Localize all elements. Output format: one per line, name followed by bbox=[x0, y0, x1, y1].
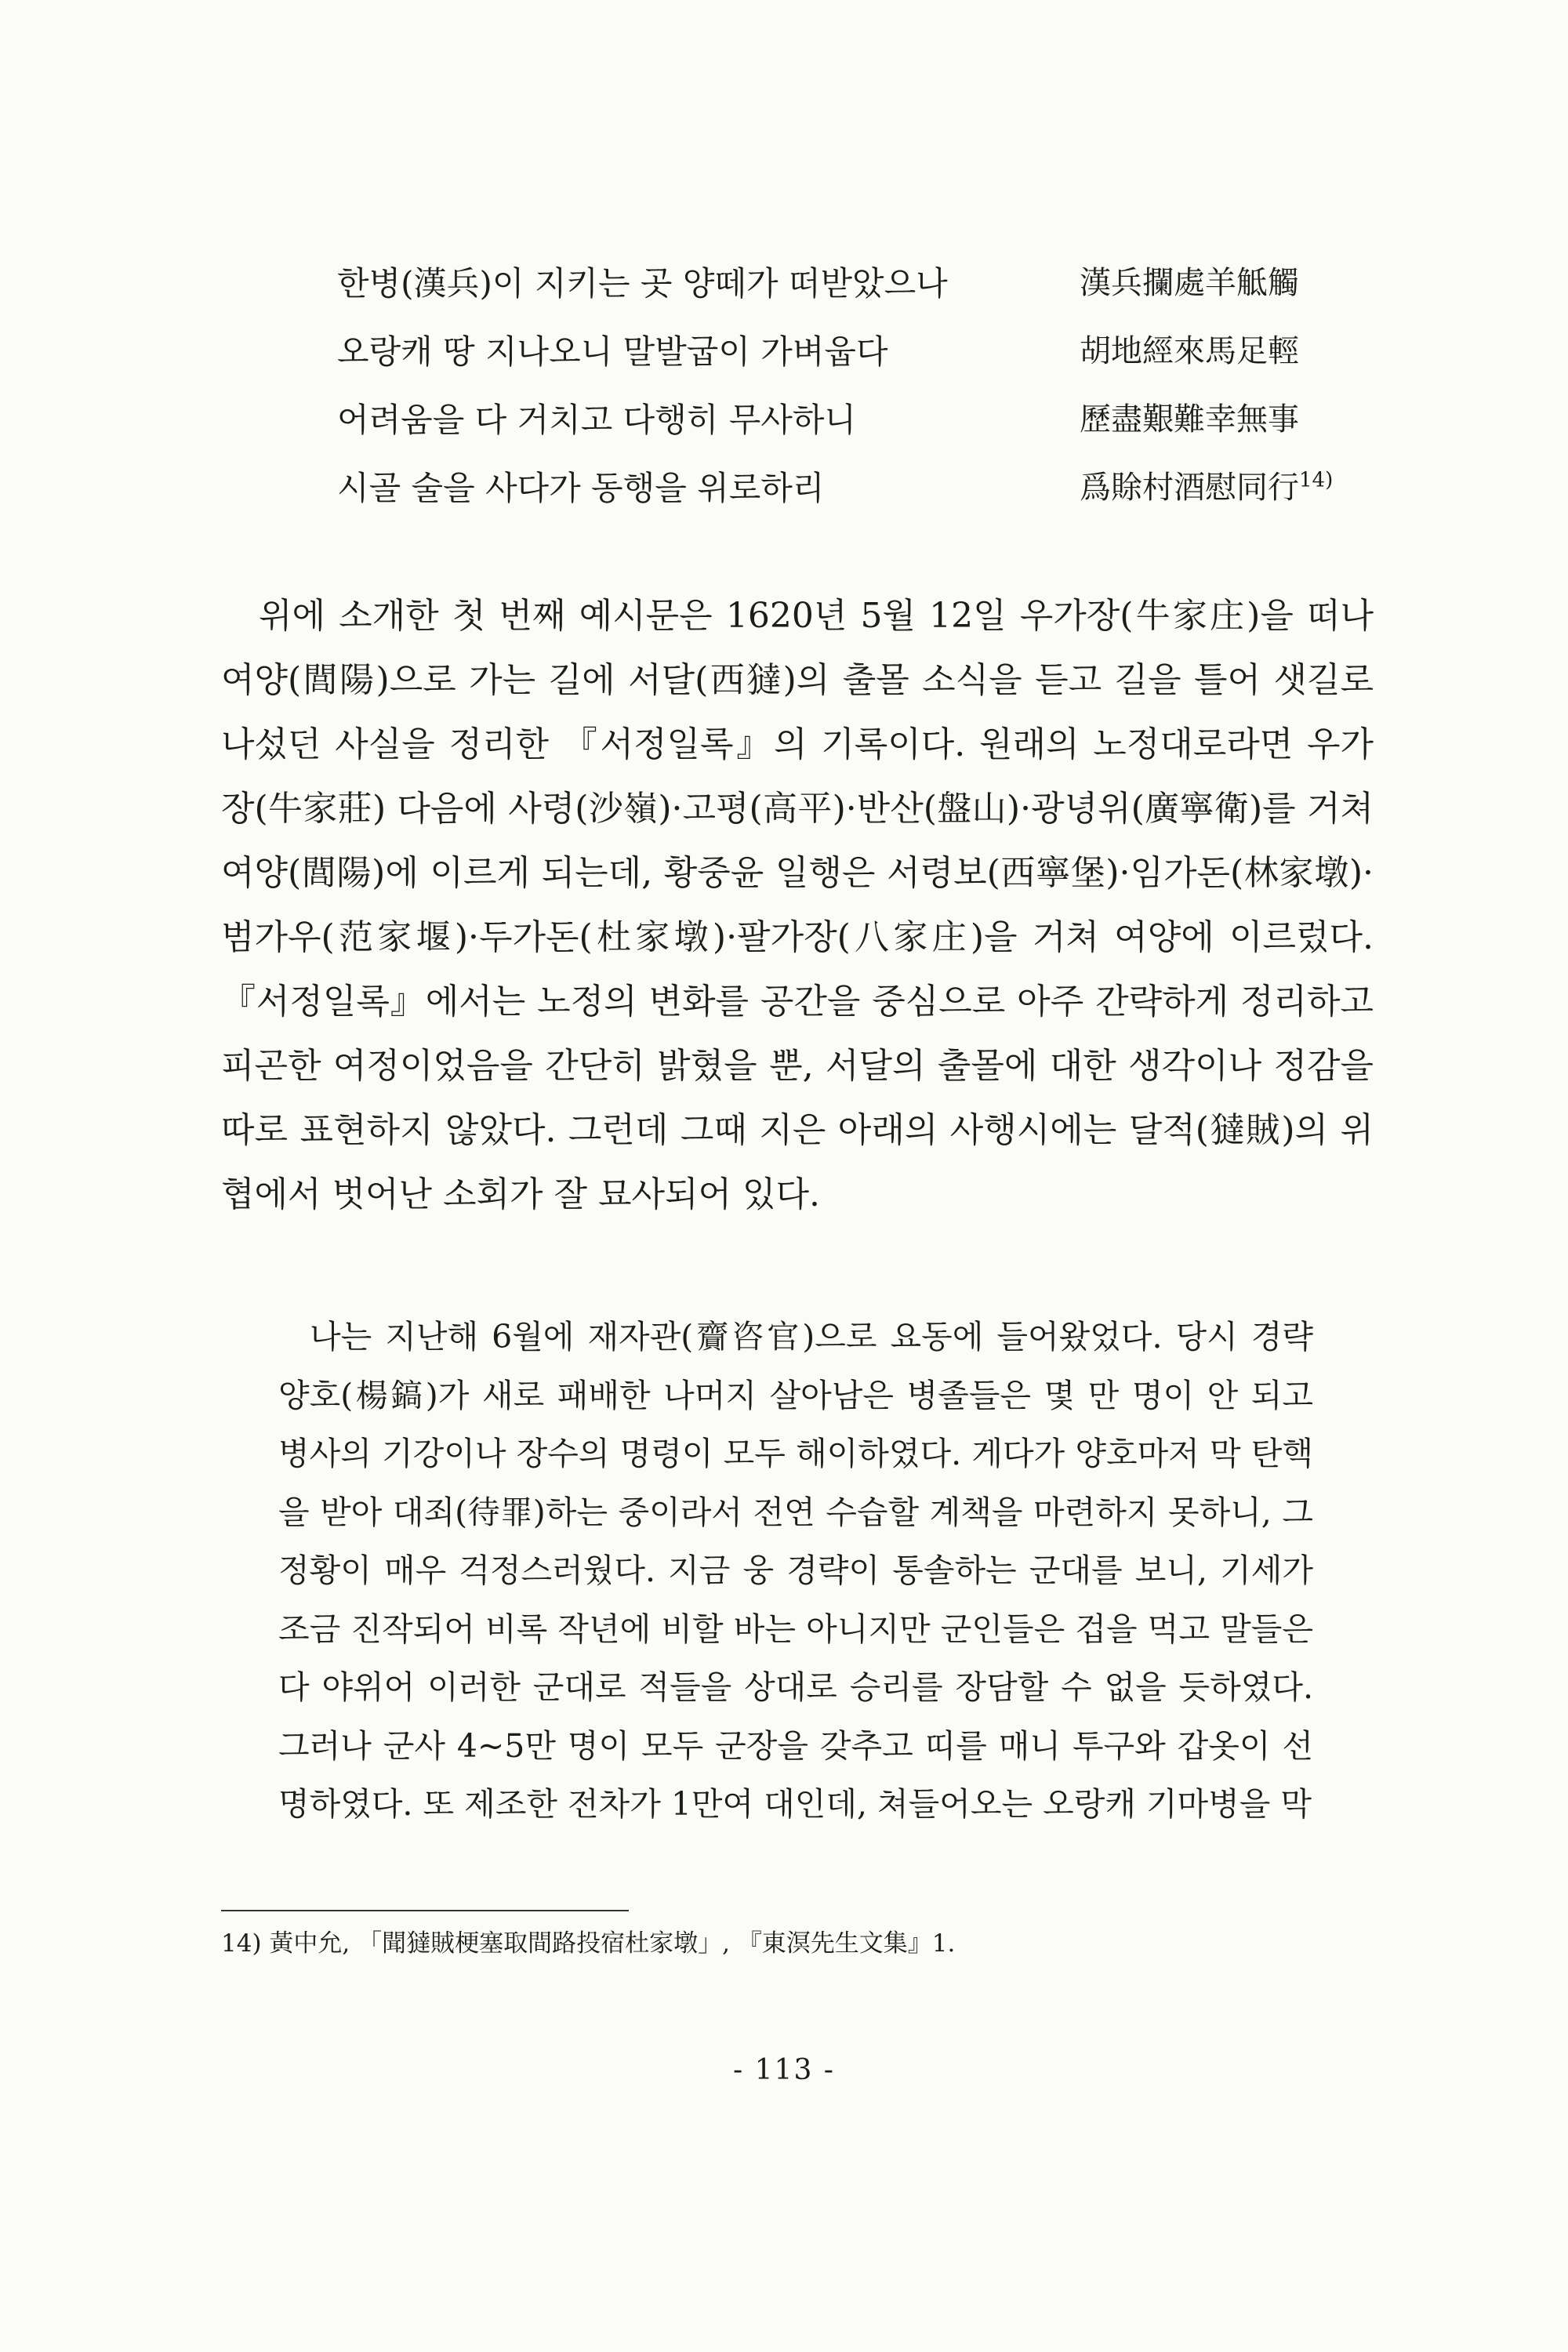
poem-korean-line: 어려움을 다 거치고 다행히 무사하니 bbox=[337, 401, 856, 439]
poem-korean-line: 오랑캐 땅 지나오니 말발굽이 가벼웁다 bbox=[337, 332, 888, 371]
poem-line bbox=[337, 454, 1356, 522]
poem-korean-line: 한병(漢兵)이 지키는 곳 양떼가 떠받았으나 bbox=[337, 264, 948, 303]
poem-line bbox=[337, 386, 1356, 454]
poem-line bbox=[337, 318, 1356, 386]
footnote-divider bbox=[221, 1910, 629, 1911]
poem-chinese-line bbox=[1080, 454, 1333, 522]
page-number: - 113 - bbox=[733, 2054, 835, 2086]
poem-chinese-line: 漢兵攔處羊觝觸 bbox=[1080, 265, 1299, 301]
poem-chinese-line: 胡地經來馬足輕 bbox=[1080, 333, 1299, 369]
poem-korean-line: 시골 술을 사다가 동행을 위로하리 bbox=[337, 469, 825, 507]
poem-chinese-line: 歷盡艱難幸無事 bbox=[1080, 401, 1299, 437]
poem-line bbox=[337, 249, 1356, 318]
body-paragraph: 위에 소개한 첫 번째 예시문은 1620년 5월 12일 우가장(牛家庄)을 떠나 여양(閭陽)으로 가는 길에 서달(西㺚)의 출몰 소식을 듣고 길을 틀어 샛길로 나섰던 사실을 정리한 『서정일록』의 기록이다. 원래의 노정대로라면 우가장(牛家莊) 다음에 사령(沙嶺)·고평(高平)·반산(盤山)·광녕위(廣寧衛)를 거쳐 여양(閭陽)에 이르게 되는데, 황중윤 일행은 서령보(西寧堡)·임가돈(林家墩)·범가우(范家堰)·두가돈(杜家墩)·팔가장(八家庄)을 거쳐 여양에 이르렀다. 『서정일록』에서는 노정의 변화를 공간을 중심으로 아주 간략하게 정리하고 피곤한 여정이었음을 간단히 밝혔을 뿐, 서달의 출몰에 대한 생각이나 정감을 따로 표현하지 않았다. 그런데 그때 지은 아래의 사행시에는 달적(㺚賊)의 위협에서 벗어난 소회가 잘 묘사되어 있다. bbox=[221, 596, 1374, 1214]
poem-block bbox=[337, 249, 1356, 522]
footnote: 14) 黃中允, 「聞㺚賊梗塞取間路投宿杜家墩」, 『東溟先生文集』1. bbox=[221, 1929, 956, 1958]
footnote-reference: 14) bbox=[1299, 468, 1334, 492]
poem-chinese-text: 爲賖村酒慰同行 bbox=[1080, 470, 1299, 506]
quoted-passage: 나는 지난해 6월에 재자관(齎咨官)으로 요동에 들어왔었다. 당시 경략 양호(楊鎬)가 새로 패배한 나머지 살아남은 병졸들은 몇 만 명이 안 되고 병사의 기강이나 장수의 명령이 모두 해이하였다. 게다가 양호마저 막 탄핵을 받아 대죄(待罪)하는 중이라서 전연 수습할 계책을 마련하지 못하니, 그 정황이 매우 걱정스러웠다. 지금 웅 경략이 통솔하는 군대를 보니, 기세가 조금 진작되어 비록 작년에 비할 바는 아니지만 군인들은 겁을 먹고 말들은 다 야위어 이러한 군대로 적들을 상대로 승리를 장담할 수 없을 듯하였다. 그러나 군사 4~5만 명이 모두 군장을 갖추고 띠를 매니 투구와 갑옷이 선명하였다. 또 제조한 전차가 1만여 대인데, 쳐들어오는 오랑캐 기마병을 막 bbox=[278, 1318, 1313, 1823]
